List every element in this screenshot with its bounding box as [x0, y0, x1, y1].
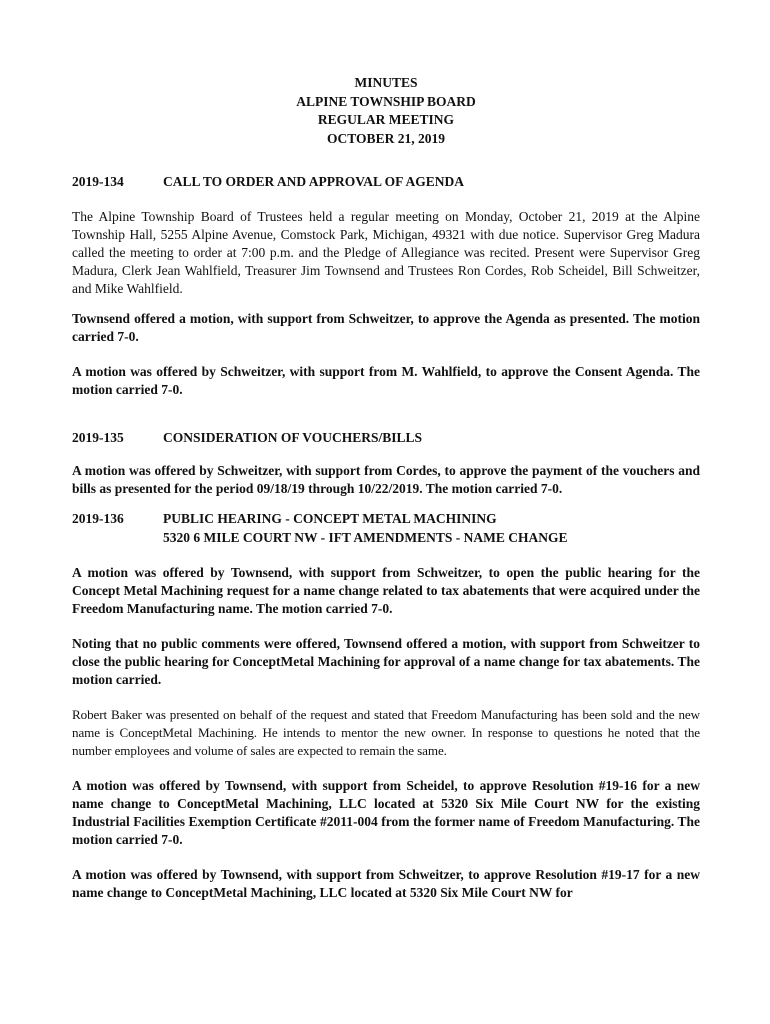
vouchers-motion: A motion was offered by Schweitzer, with support from Cordes, to approve the payment of the vouchers and bills as presented for the period 09/18/19 through 10/22/2019. The motion carried 7-0. — [72, 463, 700, 496]
section-title-line-2: 5320 6 MILE COURT NW - IFT AMENDMENTS - NAME CHANGE — [163, 529, 568, 545]
section-number: 2019-134 — [72, 174, 124, 189]
section-heading-135 — [72, 429, 700, 448]
section-title: CALL TO ORDER AND APPROVAL OF AGENDA — [163, 174, 465, 189]
open-hearing-motion: A motion was offered by Townsend, with support from Schweitzer, to open the public hearing for the Concept Metal Machining request for a name change related to tax abatements that were acquired under the Freedom Manufacturing name. The motion carried 7-0. — [72, 565, 700, 616]
section-heading-136 — [72, 510, 700, 547]
section-number: 2019-135 — [72, 429, 124, 445]
section-heading-134 — [72, 173, 700, 192]
section-title: CONSIDERATION OF VOUCHERS/BILLS — [163, 429, 423, 445]
resolution-19-16-motion: A motion was offered by Townsend, with support from Scheidel, to approve Resolution #19-16 for a new name change to ConceptMetal Machining, LLC located at 5320 Six Mile Court NW for the existing Industrial Facilities Exemption Certificate #2011-004 from the former name of Freedom Manufacturing. The motion carried 7-0. — [72, 778, 700, 847]
resolution-19-17-motion: A motion was offered by Townsend, with support from Schweitzer, to approve Resolution #19-17 for a new name change to ConceptMetal Machining, LLC located at 5320 Six Mile Court NW for — [72, 867, 700, 900]
section-title — [163, 510, 568, 547]
minutes-page — [72, 74, 700, 902]
section-number: 2019-136 — [72, 511, 124, 526]
header-meeting-type: REGULAR MEETING — [317, 112, 455, 127]
call-to-order-paragraph: The Alpine Township Board of Trustees held a regular meeting on Monday, October 21, 2019 at the Alpine Township Hall, 5255 Alpine Avenue, Comstock Park, Michigan, 49321 with due notice. Supervisor Greg Madura called the meeting to order at 7:00 p.m. and the Pledge of Allegiance was recited. Present were Supervisor Greg Madura, Clerk Jean Wahlfield, Treasurer Jim Townsend and Trustees Ron Cordes, Rob Scheidel, Bill Schweitzer, and Mike Wahlfield. — [72, 208, 700, 296]
header-meeting-date: OCTOBER 21, 2019 — [327, 130, 445, 146]
header-board-name: ALPINE TOWNSHIP BOARD — [296, 93, 476, 109]
section-title-line-1: PUBLIC HEARING - CONCEPT METAL MACHINING — [163, 511, 497, 526]
robert-baker-paragraph: Robert Baker was presented on behalf of the request and stated that Freedom Manufacturing has been sold and the new name is ConceptMetal Machining. He intends to mentor the new owner. In response to questions he noted that the number employees and volume of sales are expected to remain the same. — [72, 707, 700, 758]
document-header — [72, 74, 700, 148]
agenda-motion: Townsend offered a motion, with support from Schweitzer, to approve the Agenda as presented. The motion carried 7-0. — [72, 310, 700, 344]
consent-agenda-motion: A motion was offered by Schweitzer, with support from M. Wahlfield, to approve the Consent Agenda. The motion carried 7-0. — [72, 363, 700, 397]
header-minutes: MINUTES — [354, 75, 418, 90]
close-hearing-motion: Noting that no public comments were offered, Townsend offered a motion, with support from Schweitzer to close the public hearing for ConceptMetal Machining for approval of a name change for tax abatements. The motion carried. — [72, 636, 700, 687]
